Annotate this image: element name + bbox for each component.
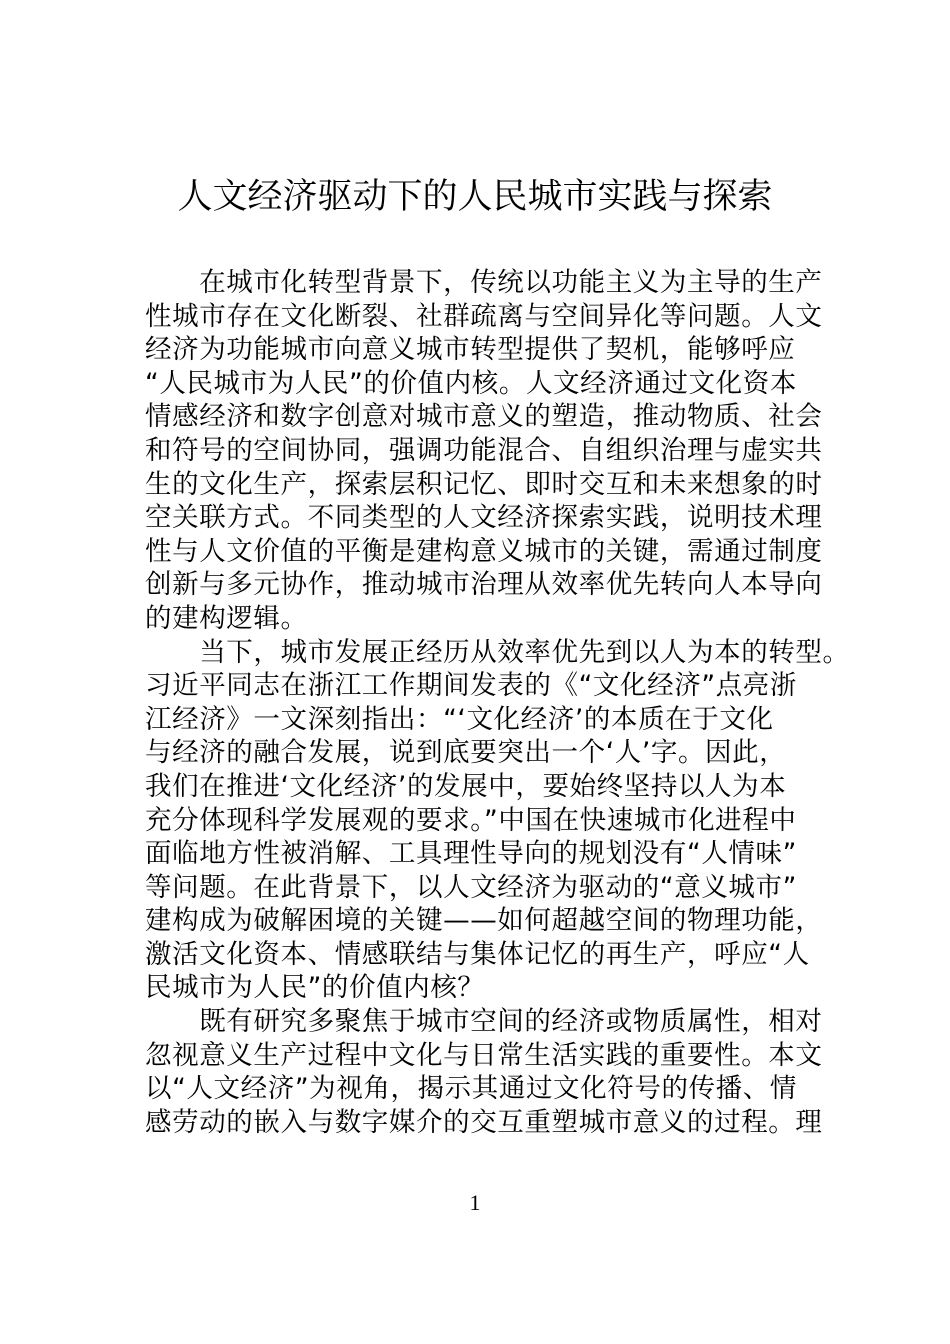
paragraph-line: 创新与多元协作，推动城市治理从效率优先转向人本导向 (145, 569, 823, 601)
paragraph-line: 江经济》一文深刻指出：“‘文化经济’的本质在于文化 (145, 703, 774, 735)
paragraph-line: 等问题。在此背景下，以人文经济为驱动的“意义城市” (145, 871, 797, 903)
document-title: 人文经济驱动下的人民城市实践与探索 (177, 177, 773, 217)
paragraph-line: 充分体现科学发展观的要求。”中国在快速城市化进程中 (145, 804, 797, 836)
document-body (145, 266, 850, 1139)
paragraph-line: 性与人文价值的平衡是建构意义城市的关键，需通过制度 (145, 535, 823, 567)
paragraph-line: 的建构逻辑。 (145, 602, 308, 634)
paragraph-line: 性城市存在文化断裂、社群疏离与空间异化等问题。人文 (145, 300, 823, 332)
page-number: 1 (469, 1190, 481, 1215)
paragraph-line: 民城市为人民”的价值内核？ (145, 972, 485, 1004)
paragraph-line: 空关联方式。不同类型的人文经济探索实践，说明技术理 (145, 502, 823, 534)
paragraph-line: 和符号的空间协同，强调功能混合、自组织治理与虚实共 (145, 434, 823, 466)
paragraph-line: 生的文化生产，探索层积记忆、即时交互和未来想象的时 (145, 468, 823, 500)
paragraph-line: 既有研究多聚焦于城市空间的经济或物质属性，相对 (145, 1006, 823, 1038)
paragraph-line: 激活文化资本、情感联结与集体记忆的再生产，呼应“人 (145, 938, 810, 970)
paragraph-line: 建构成为破解困境的关键——如何超越空间的物理功能， (145, 905, 823, 937)
paragraph-line: 以“人文经济”为视角，揭示其通过文化符号的传播、情 (145, 1073, 797, 1105)
paragraph-line: 与经济的融合发展，说到底要突出一个‘人’字。因此， (145, 737, 787, 769)
paragraph-line: 情感经济和数字创意对城市意义的塑造，推动物质、社会 (145, 401, 823, 433)
paragraph-line: 当下，城市发展正经历从效率优先到以人为本的转型。 (145, 636, 850, 668)
paragraph-line: 面临地方性被消解、工具理性导向的规划没有“人情味” (145, 838, 797, 870)
paragraph-line: 我们在推进‘文化经济’的发展中，要始终坚持以人为本 (145, 770, 787, 802)
paragraph-line: 经济为功能城市向意义城市转型提供了契机，能够呼应 (145, 334, 796, 366)
paragraph-line: 习近平同志在浙江工作期间发表的《“文化经济”点亮浙 (145, 670, 797, 702)
paragraph-line: 在城市化转型背景下，传统以功能主义为主导的生产 (145, 267, 823, 298)
paragraph-line: 感劳动的嵌入与数字媒介的交互重塑城市意义的过程。理 (145, 1106, 823, 1138)
paragraph-line: 忽视意义生产过程中文化与日常生活实践的重要性。本文 (145, 1039, 823, 1071)
paragraph-line: “人民城市为人民”的价值内核。人文经济通过文化资本 (145, 367, 797, 399)
